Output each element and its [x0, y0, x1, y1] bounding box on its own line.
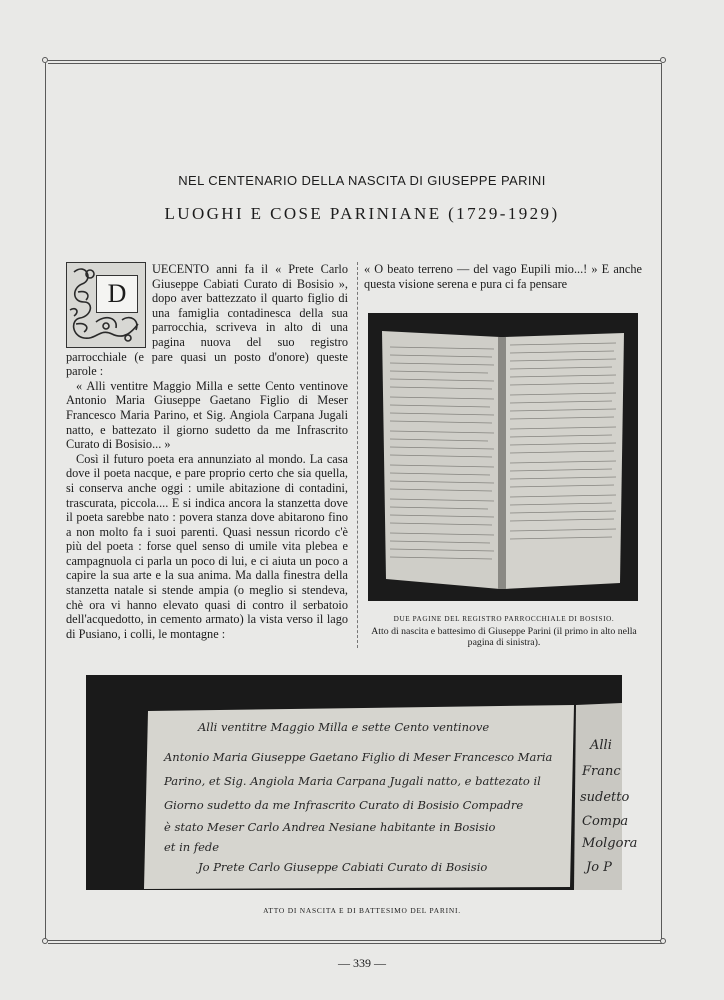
article-title: LUOGHI E COSE PARINIANE (1729-1929) [164, 204, 560, 223]
handwriting-line: Parino, et Sig. Angiola Maria Carpana Jugali natto, e battezato il [164, 774, 541, 788]
side-page-fragment: Compa [582, 814, 629, 829]
register-photo [368, 313, 638, 601]
baptism-record-photo [86, 675, 638, 890]
side-page-fragment: sudetto [580, 790, 630, 805]
article-supertitle: NEL CENTENARIO DELLA NASCITA DI GIUSEPPE PARINI [178, 173, 546, 188]
handwriting-line: Giorno sudetto da me Infrascrito Curato di Bosisio Compadre [164, 798, 524, 812]
handwriting-line: è stato Meser Carlo Andrea Nesiane habitante in Bosisio [164, 820, 496, 834]
handwriting-line: Antonio Maria Giuseppe Gaetano Figlio di Meser Francesco Maria [164, 750, 553, 764]
frame-right [661, 63, 662, 941]
frame-top [48, 60, 662, 61]
dropcap-letter: D [96, 275, 138, 313]
frame-corner-ornament [42, 938, 48, 944]
frame-corner-ornament [660, 57, 666, 63]
manuscript-image [86, 675, 638, 890]
frame-bottom-inner [48, 943, 662, 944]
caption-text: Atto di nascita e battesimo di Giuseppe Parini (il primo in alto nella pagina di sinistra). [371, 625, 637, 648]
baptism-record-caption: ATTO DI NASCITA E DI BATTESIMO DEL PARINI. [263, 906, 461, 915]
side-page-fragment: Alli [590, 738, 612, 753]
caption-heading: DUE PAGINE DEL REGISTRO PARROCCHIALE DI BOSISIO. [393, 615, 615, 623]
frame-top-inner [48, 63, 662, 64]
open-register-image [368, 313, 638, 601]
side-page-fragment: Molgora [582, 836, 638, 851]
side-page-fragment: Franc [582, 764, 621, 779]
handwriting-line: Alli ventitre Maggio Milla e sette Cento ventinove [198, 720, 490, 734]
handwriting-signature: Jo Prete Carlo Giuseppe Cabiati Curato di Bosisio [198, 860, 488, 874]
column-divider [357, 262, 358, 648]
dropcap-ornament [66, 262, 146, 348]
register-photo-caption [364, 614, 644, 649]
article-quote-paragraph: « Alli ventitre Maggio Milla e sette Cento ventinove Antonio Maria Giuseppe Gaetano Figlio di Meser Francesco Maria Parino, et Sig. Angiola Carpana Jugali natto, e battezato il giorno sudetto da me Infrascrito Curato di Bosisio... » [66, 378, 348, 452]
article-right-column [364, 262, 642, 291]
article-paragraph: UECENTO anni fa il « Prete Carlo Giuseppe Cabiati Curato di Bosisio », dopo aver battezzato il quarto figlio di una famiglia contadinesca della sua parrocchia, scriveva in alto di una pagina nuova del suo registro parrocchiale (e pare quasi un posto d'onore) queste parole : [66, 262, 348, 379]
page-number: — 339 — [338, 956, 386, 970]
frame-bottom [48, 940, 662, 941]
frame-left [45, 63, 46, 941]
article-paragraph: Così il futuro poeta era annunziato al mondo. La casa dove il poeta nacque, e pare proprio certo che sia quella, si conserva anche oggi : umile abitazione di contadini, trascurata, piccola.... E si indica ancora la stanzetta dove il poeta sarebbe nato : povera stanza dove abitarono fino a non molto fa i suoi parenti. Quasi nessun ricordo c'è più del poeta : forse quel senso di umile vita plebea e campagnuola ci parla un poco di lui, e ci aiuta un poco a capire la sua arte e la sua anima. Ma dalla finestra della stanzetta natale si stende ampia (o meglio si stendeva, chè ora vi hanno elevato quasi di contro il serbatoio dell'acquedotto, in cemento armato) la vista verso il lago di Pusiano, i colli, le montagne : [66, 451, 348, 641]
frame-corner-ornament [660, 938, 666, 944]
handwriting-line: et in fede [164, 840, 220, 854]
side-page-fragment: Jo P [586, 860, 612, 875]
article-paragraph: « O beato terreno — del vago Eupili mio...! » E anche questa visione serena e pura ci fa pensare [364, 262, 642, 291]
article-left-column [66, 262, 348, 641]
frame-corner-ornament [42, 57, 48, 63]
